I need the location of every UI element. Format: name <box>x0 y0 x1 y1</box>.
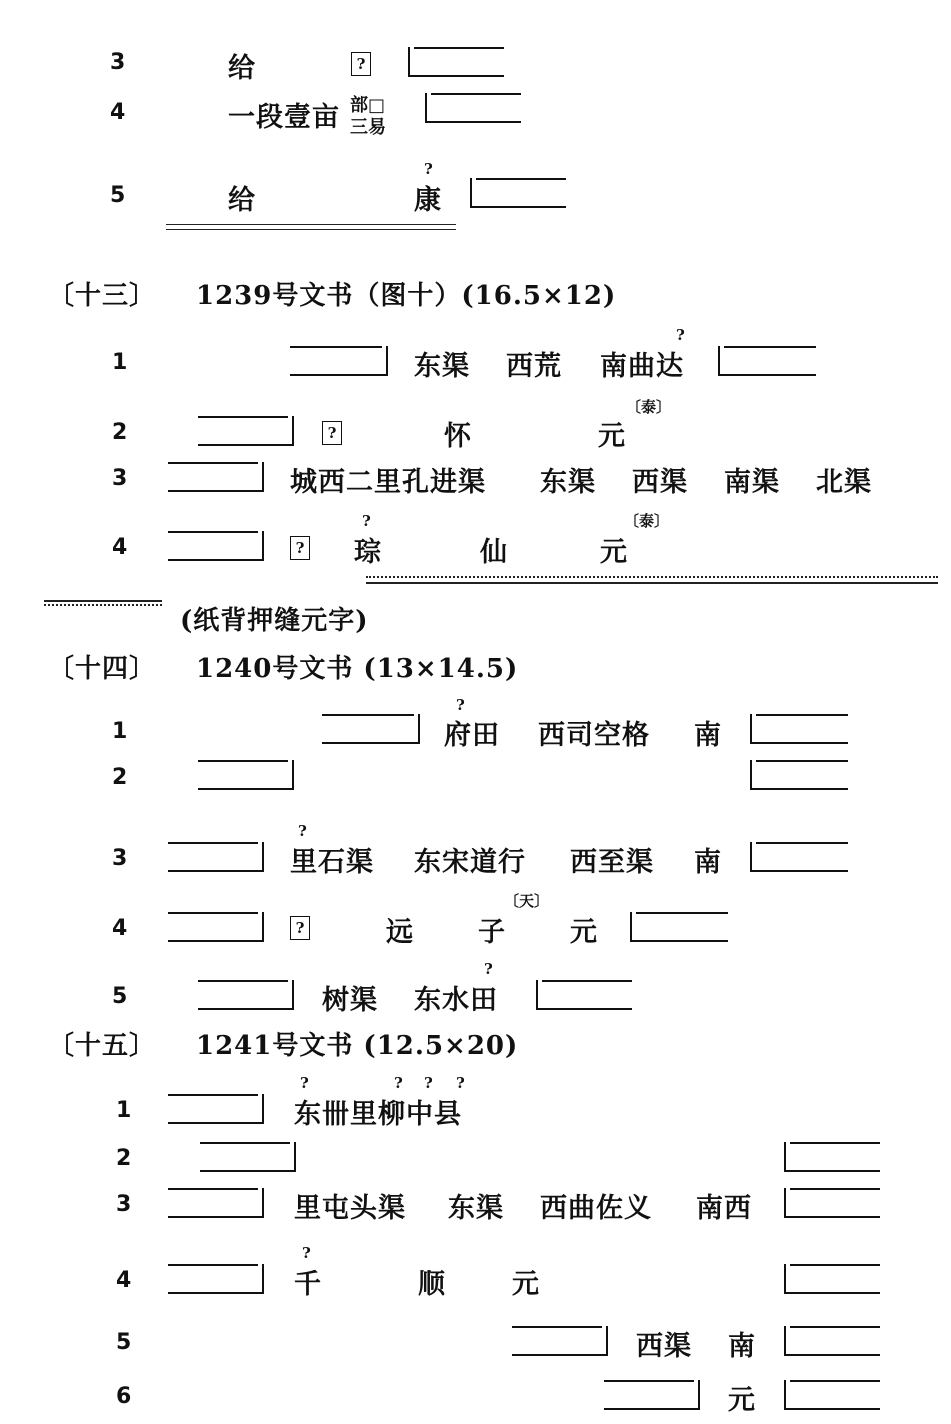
line-text: 一段壹亩 <box>228 102 340 133</box>
line-number: 4 <box>112 916 128 941</box>
line-number: 1 <box>116 1098 132 1123</box>
line-text: 东渠 <box>414 351 470 382</box>
line-text: 里石渠 <box>290 847 374 878</box>
line-number: 6 <box>116 1384 132 1409</box>
line-text: 元 <box>512 1269 540 1300</box>
lacuna-bracket <box>784 1380 880 1410</box>
lacuna-bracket <box>784 1142 880 1172</box>
question-mark: ? <box>424 160 433 178</box>
line-text: 西司空格 <box>538 720 650 751</box>
section-title: 1240号文书 (13×14.5) <box>196 654 519 684</box>
end-double-line <box>166 224 456 230</box>
lacuna-bracket <box>750 760 848 790</box>
section-label: 〔十四〕 <box>48 654 157 684</box>
lacuna-bracket <box>604 1380 700 1410</box>
line-text: 元 <box>570 917 598 948</box>
line-text: 西曲佐义 <box>540 1193 652 1224</box>
line-text: 顺 <box>418 1269 446 1300</box>
line-text: 西至渠 <box>570 847 654 878</box>
lacuna-bracket <box>198 760 294 790</box>
line-text: 南 <box>694 847 722 878</box>
line-text: 东渠 <box>540 467 596 498</box>
lacuna-bracket <box>750 714 848 744</box>
line-text: 康 <box>414 185 442 216</box>
line-number: 2 <box>112 765 128 790</box>
interlinear-lower: 三易 <box>350 117 386 138</box>
line-number: 2 <box>112 420 128 445</box>
line-number: 5 <box>116 1330 132 1355</box>
line-text: 怀 <box>444 421 472 452</box>
lacuna-bracket <box>470 178 566 208</box>
line-text: 南 <box>728 1331 756 1362</box>
line-text: 城西二里孔进渠 <box>290 467 486 498</box>
line-text: 给 <box>228 185 256 216</box>
line-text: 南曲达 <box>600 351 684 382</box>
seam-line-left <box>44 600 162 602</box>
seam-dotted-line-left <box>44 604 162 606</box>
line-text: 给 <box>228 53 256 84</box>
line-text: 北渠 <box>816 467 872 498</box>
line-text: 东卌里柳中县 <box>294 1099 462 1130</box>
question-mark: ? <box>456 696 465 714</box>
section-label: 〔十五〕 <box>48 1031 157 1061</box>
lacuna-bracket <box>168 1188 264 1218</box>
lacuna-bracket <box>168 531 264 561</box>
lacuna-bracket <box>198 416 294 446</box>
line-text: 东渠 <box>448 1193 504 1224</box>
line-text: 西渠 <box>636 1331 692 1362</box>
lacuna-bracket <box>718 346 816 376</box>
line-number: 3 <box>110 50 126 75</box>
line-text: 远 <box>386 917 414 948</box>
question-mark: ? <box>394 1074 403 1092</box>
line-number: 5 <box>112 984 128 1009</box>
lacuna-bracket <box>784 1264 880 1294</box>
line-number: 3 <box>112 846 128 871</box>
line-number: 5 <box>110 183 126 208</box>
lacuna-bracket <box>750 842 848 872</box>
line-number: 1 <box>112 350 128 375</box>
line-text: 西渠 <box>632 467 688 498</box>
uncertain-char-box: ? <box>322 421 342 445</box>
lacuna-bracket <box>198 980 294 1010</box>
line-text: 南渠 <box>724 467 780 498</box>
question-mark: ? <box>302 1244 311 1262</box>
line-text: 子 <box>478 917 506 948</box>
question-mark: ? <box>362 512 371 530</box>
line-text: 千 <box>294 1269 322 1300</box>
lacuna-bracket <box>290 346 388 376</box>
editor-note: 〔泰〕 <box>626 398 672 416</box>
line-text: 元 <box>598 421 626 452</box>
line-text: 东水田 <box>414 985 498 1016</box>
uncertain-char-box: ? <box>351 52 371 76</box>
line-text: 树渠 <box>322 985 378 1016</box>
line-number: 4 <box>116 1268 132 1293</box>
question-mark: ? <box>484 960 493 978</box>
question-mark: ? <box>676 326 685 344</box>
line-number: 3 <box>112 466 128 491</box>
lacuna-bracket <box>408 47 504 77</box>
line-text: 西荒 <box>506 351 562 382</box>
lacuna-bracket <box>630 912 728 942</box>
lacuna-bracket <box>536 980 632 1010</box>
seam-line <box>366 582 938 584</box>
lacuna-bracket <box>168 1094 264 1124</box>
line-text: 府田 <box>444 720 500 751</box>
lacuna-bracket <box>512 1326 608 1356</box>
seam-note: (纸背押缝元字) <box>180 606 369 636</box>
line-text: 里屯头渠 <box>294 1193 406 1224</box>
editor-note: 〔泰〕 <box>624 512 670 530</box>
lacuna-bracket <box>168 1264 264 1294</box>
question-mark: ? <box>298 822 307 840</box>
line-text: 南 <box>694 720 722 751</box>
seam-dotted-line <box>366 576 938 578</box>
interlinear-upper: 部□ <box>350 95 386 116</box>
line-number: 4 <box>112 535 128 560</box>
line-text: 琮 <box>354 537 382 568</box>
line-text: 南西 <box>696 1193 752 1224</box>
editor-note: 〔天〕 <box>504 892 550 910</box>
line-text: 元 <box>728 1385 756 1416</box>
section-label: 〔十三〕 <box>48 281 157 311</box>
section-title: 1241号文书 (12.5×20) <box>196 1031 519 1061</box>
line-text: 仙 <box>480 537 508 568</box>
lacuna-bracket <box>784 1188 880 1218</box>
lacuna-bracket <box>168 842 264 872</box>
question-mark: ? <box>300 1074 309 1092</box>
line-number: 4 <box>110 100 126 125</box>
line-number: 1 <box>112 719 128 744</box>
lacuna-bracket <box>200 1142 296 1172</box>
line-text: 东宋道行 <box>414 847 526 878</box>
lacuna-bracket <box>784 1326 880 1356</box>
question-mark: ? <box>456 1074 465 1092</box>
lacuna-bracket <box>168 462 264 492</box>
question-mark: ? <box>424 1074 433 1092</box>
uncertain-char-box: ? <box>290 916 310 940</box>
lacuna-bracket <box>425 93 521 123</box>
section-title: 1239号文书（图十）(16.5×12) <box>196 281 617 311</box>
lacuna-bracket <box>168 912 264 942</box>
line-number: 2 <box>116 1146 132 1171</box>
lacuna-bracket <box>322 714 420 744</box>
line-text: 元 <box>600 537 628 568</box>
line-number: 3 <box>116 1192 132 1217</box>
uncertain-char-box: ? <box>290 536 310 560</box>
